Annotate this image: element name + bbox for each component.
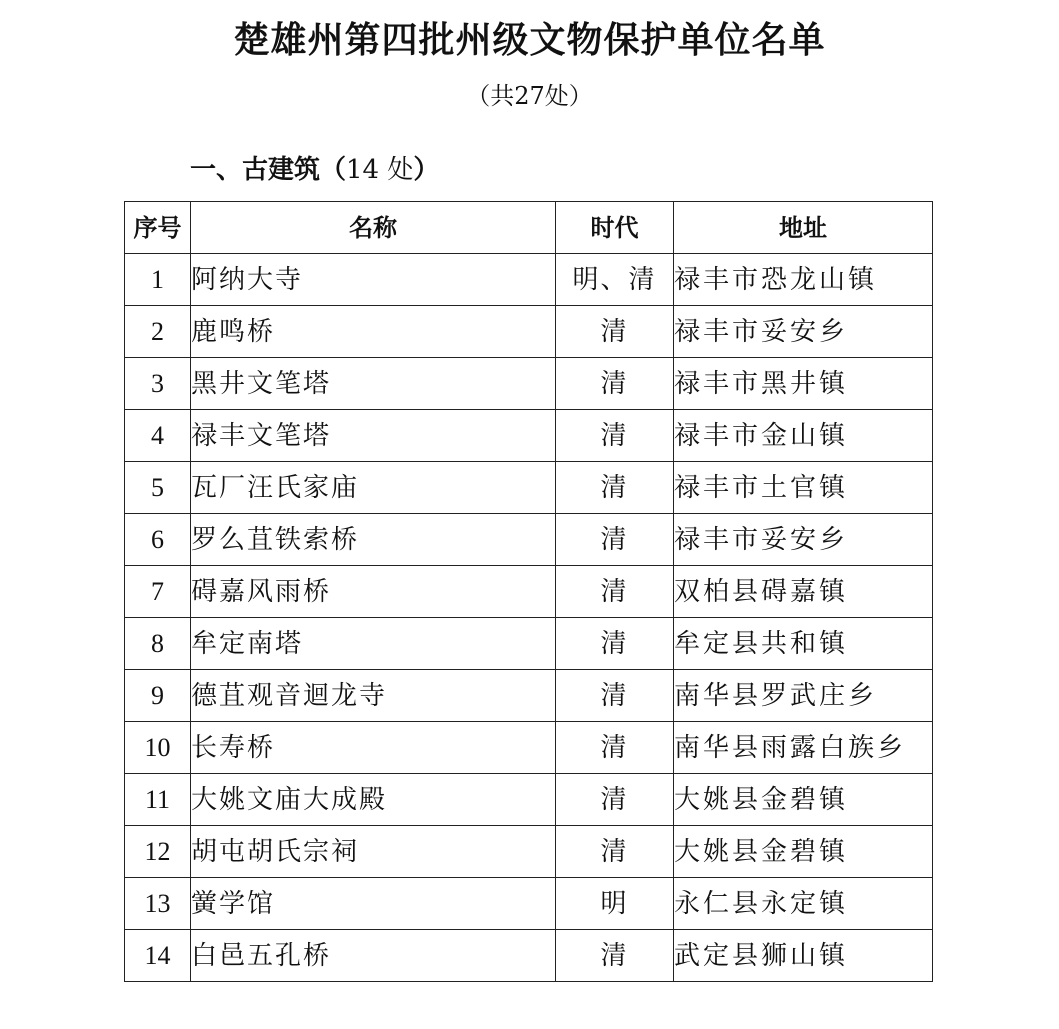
cell-name: 长寿桥 xyxy=(191,722,556,774)
cell-no: 8 xyxy=(125,618,191,670)
cell-address: 牟定县共和镇 xyxy=(674,618,933,670)
table-row xyxy=(125,722,933,774)
cell-era: 明、清 xyxy=(556,254,674,306)
cell-name: 黑井文笔塔 xyxy=(191,358,556,410)
cell-no: 7 xyxy=(125,566,191,618)
cell-no: 1 xyxy=(125,254,191,306)
cell-no: 2 xyxy=(125,306,191,358)
table-row xyxy=(125,254,933,306)
table-row xyxy=(125,306,933,358)
cell-era: 清 xyxy=(556,826,674,878)
cell-era: 清 xyxy=(556,774,674,826)
table-row xyxy=(125,930,933,982)
cell-address: 禄丰市妥安乡 xyxy=(674,306,933,358)
table-row xyxy=(125,514,933,566)
cell-name: 禄丰文笔塔 xyxy=(191,410,556,462)
cell-name: 鹿鸣桥 xyxy=(191,306,556,358)
cell-no: 9 xyxy=(125,670,191,722)
cell-no: 6 xyxy=(125,514,191,566)
cell-name: 牟定南塔 xyxy=(191,618,556,670)
cell-address: 禄丰市黑井镇 xyxy=(674,358,933,410)
cell-name: 罗么苴铁索桥 xyxy=(191,514,556,566)
table-row xyxy=(125,826,933,878)
section-heading-label: 一、古建筑（ xyxy=(190,155,347,185)
cell-no: 10 xyxy=(125,722,191,774)
document-subtitle: （共27处） xyxy=(466,82,593,110)
cell-address: 禄丰市金山镇 xyxy=(674,410,933,462)
section-count: 14 处 xyxy=(346,155,414,185)
cell-era: 明 xyxy=(556,878,674,930)
cell-name: 碍嘉风雨桥 xyxy=(191,566,556,618)
cell-era: 清 xyxy=(556,566,674,618)
table-row xyxy=(125,670,933,722)
table-row xyxy=(125,410,933,462)
header-address: 地址 xyxy=(674,202,933,254)
cell-era: 清 xyxy=(556,462,674,514)
section-heading xyxy=(190,150,439,190)
cell-no: 4 xyxy=(125,410,191,462)
section-heading-close: ） xyxy=(413,155,440,185)
cell-address: 禄丰市妥安乡 xyxy=(674,514,933,566)
cell-name: 阿纳大寺 xyxy=(191,254,556,306)
header-era: 时代 xyxy=(556,202,674,254)
cell-era: 清 xyxy=(556,514,674,566)
table-header-row xyxy=(125,202,933,254)
cell-address: 武定县狮山镇 xyxy=(674,930,933,982)
cell-era: 清 xyxy=(556,410,674,462)
table-row xyxy=(125,462,933,514)
cell-no: 3 xyxy=(125,358,191,410)
cell-name: 胡屯胡氏宗祠 xyxy=(191,826,556,878)
cell-address: 永仁县永定镇 xyxy=(674,878,933,930)
header-no: 序号 xyxy=(125,202,191,254)
cell-address: 双柏县碍嘉镇 xyxy=(674,566,933,618)
cell-name: 白邑五孔桥 xyxy=(191,930,556,982)
cell-address: 大姚县金碧镇 xyxy=(674,826,933,878)
cell-address: 南华县雨露白族乡 xyxy=(674,722,933,774)
table-row xyxy=(125,566,933,618)
cell-name: 黉学馆 xyxy=(191,878,556,930)
cell-no: 13 xyxy=(125,878,191,930)
cell-name: 大姚文庙大成殿 xyxy=(191,774,556,826)
cell-era: 清 xyxy=(556,930,674,982)
heritage-table xyxy=(124,201,933,982)
cell-no: 5 xyxy=(125,462,191,514)
cell-no: 14 xyxy=(125,930,191,982)
cell-era: 清 xyxy=(556,670,674,722)
cell-era: 清 xyxy=(556,306,674,358)
table-row xyxy=(125,878,933,930)
cell-no: 11 xyxy=(125,774,191,826)
document-title: 楚雄州第四批州级文物保护单位名单 xyxy=(233,20,826,61)
cell-era: 清 xyxy=(556,618,674,670)
table-row xyxy=(125,774,933,826)
cell-address: 南华县罗武庄乡 xyxy=(674,670,933,722)
cell-era: 清 xyxy=(556,358,674,410)
cell-address: 禄丰市恐龙山镇 xyxy=(674,254,933,306)
table-row xyxy=(125,358,933,410)
cell-no: 12 xyxy=(125,826,191,878)
cell-name: 瓦厂汪氏家庙 xyxy=(191,462,556,514)
table-row xyxy=(125,618,933,670)
cell-address: 大姚县金碧镇 xyxy=(674,774,933,826)
header-name: 名称 xyxy=(191,202,556,254)
cell-name: 德苴观音迴龙寺 xyxy=(191,670,556,722)
cell-address: 禄丰市土官镇 xyxy=(674,462,933,514)
cell-era: 清 xyxy=(556,722,674,774)
